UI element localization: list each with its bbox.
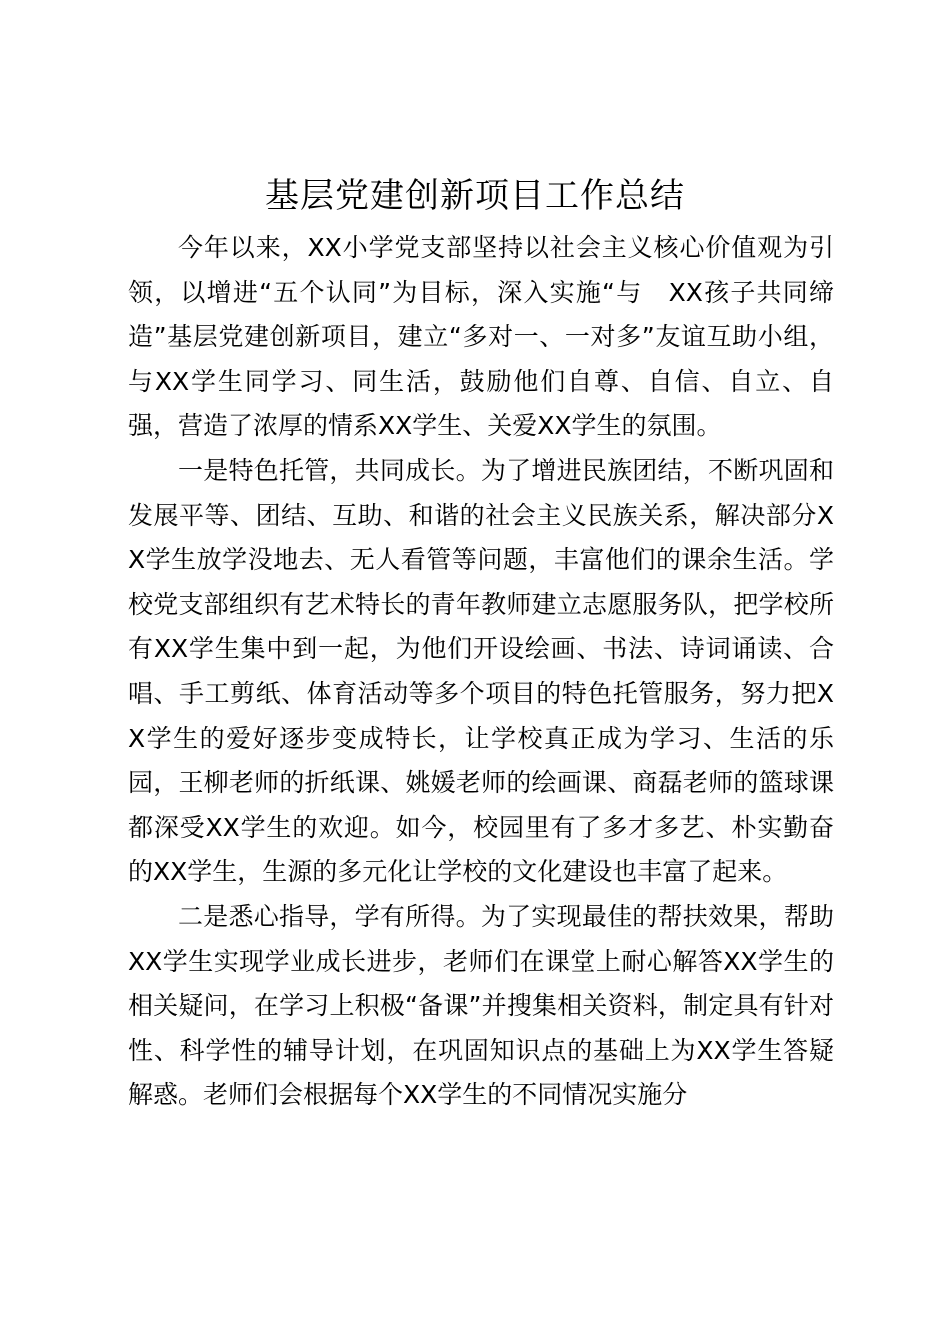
paragraph-guidance: 二是悉心指导，学有所得。为了实现最佳的帮扶效果，帮助XX学生实现学业成长进步，老师们在课堂上耐心解答XX学生的相关疑问，在学习上积极“备课”并搜集相关资料，制定具有针对性、科学性的辅导计划，在巩固知识点的基础上为XX学生答疑解惑。老师们会根据每个XX学生的不同情况实施分 xyxy=(128,901,834,1110)
document-title: 基层党建创新项目工作总结 xyxy=(265,176,685,216)
paragraph-intro: 今年以来，XX小学党支部坚持以社会主义核心价值观为引领，以增进“五个认同”为目标，深入实施“与 XX孩子共同缔造”基层党建创新项目，建立“多对一、一对多”友谊互助小组，与XX学生同学习、同生活，鼓励他们自尊、自信、自立、自强，营造了浓厚的情系XX学生、关爱XX学生的氛围。 xyxy=(128,233,834,441)
document-body xyxy=(128,226,834,1118)
paragraph-special-care: 一是特色托管，共同成长。为了增进民族团结，不断巩固和发展平等、团结、互助、和谐的社会主义民族关系，解决部分XX学生放学没地去、无人看管等问题，丰富他们的课余生活。学校党支部组织有艺术特长的青年教师建立志愿服务队，把学校所有XX学生集中到一起，为他们开设绘画、书法、诗词诵读、合唱、手工剪纸、体育活动等多个项目的特色托管服务，努力把XX学生的爱好逐步变成特长，让学校真正成为学习、生活的乐园，王柳老师的折纸课、姚媛老师的绘画课、商磊老师的篮球课都深受XX学生的欢迎。如今，校园里有了多才多艺、朴实勤奋的XX学生，生源的多元化让学校的文化建设也丰富了起来。 xyxy=(128,455,834,887)
